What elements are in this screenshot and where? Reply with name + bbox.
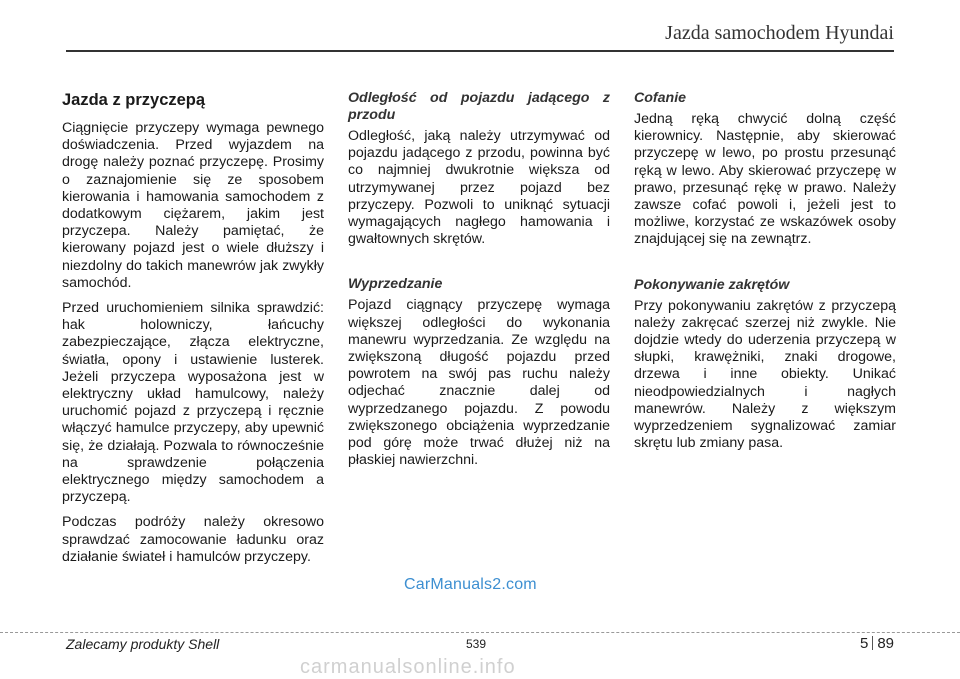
spacer <box>634 257 896 277</box>
footer-note: Zalecamy produkty Shell <box>66 636 220 652</box>
paragraph: Podczas podróży należy okresowo sprawdzać zamocowanie ładunku oraz działanie świateł i hamulców przyczepy. <box>62 514 324 565</box>
paragraph: Ciągnięcie przyczepy wymaga pewnego doświadczenia. Przed wyjazdem na drogę należy poznać przyczepę. Prosimy o zaznajomienie się ze sposobem kierowania i hamowania samochodem z dodatkowym ciężarem, jakim jest przyczepa. Należy pamiętać, że kierowany pojazd jest o wiele dłuższy i niezdolny do takich manewrów jak zwykły samochód. <box>62 120 324 291</box>
footer-rule <box>0 632 960 633</box>
section-heading-towing: Jazda z przyczepą <box>62 91 206 109</box>
section-heading-overtaking: Wyprzedzanie <box>348 276 443 293</box>
page-number: 89 <box>877 635 894 652</box>
paragraph: Odległość, jaką należy utrzymywać od pojazdu jadącego z przodu, powinna być co najmniej dwukrotnie większa od utrzymywanej przez pojazd bez przyczepy. Pozwoli to uniknąć sytuacji wymagających nagłego hamowania i gwałtownych skrętów. <box>348 128 610 248</box>
section-heading-reversing: Cofanie <box>634 90 687 106</box>
footer-page-number <box>860 635 894 652</box>
paragraph: Pojazd ciągnący przyczepę wymaga większej odległości do wykonania manewru wyprzedzania. Ze względu na zwiększoną długość pojazdu przed powrotem na swój pas ruchu należy odjechać znacznie dalej od wyprzedzanego pojazdu. Z powodu zwiększonego obciążenia wyprzedzanie pod górę może trwać dłużej niż na płaskiej nawierzchni. <box>348 297 610 469</box>
section-heading-turning: Pokonywanie zakrętów <box>634 276 790 293</box>
paragraph: Jedną ręką chwycić dolną część kierownicy. Następnie, aby skierować przyczepę w lewo, po prostu przesunąć ręką w lewo. Aby skierować przyczepę w prawo, przesunąć rękę w prawo. Należy zawsze cofać powoli i, jeżeli jest to możliwe, korzystać ze wskazówek osoby znajdującej się na zewnątrz. <box>634 111 896 248</box>
column-3 <box>634 90 896 460</box>
column-2 <box>348 90 610 477</box>
paragraph: Przed uruchomieniem silnika sprawdzić: hak holowniczy, łańcuchy zabezpieczające, złącza elektryczne, światła, opony i ustawienie lusterek. Jeżeli przyczepa wyposażona jest w elektryczny układ hamulcowy, należy uruchomić pojazd z przyczepą i ręcznie włączyć hamulce przyczepy, aby upewnić się, że działają. Pozwala to równocześnie na sprawdzenie połączenia elektrycznego między samochodem a przyczepą. <box>62 300 324 506</box>
page-separator <box>872 636 873 650</box>
paragraph: Przy pokonywaniu zakrętów z przyczepą należy zakręcać szerzej niż zwykle. Nie dojdzie wtedy do uderzenia przyczepą w słupki, krawężniki, znaki drogowe, drzewa i inne obiekty. Unikać nieodpowiedzialnych i nagłych manewrów. Należy z większym wyprzedzeniem sygnalizować zamiar skrętu lub zmiany pasa. <box>634 297 896 452</box>
column-1 <box>62 90 324 574</box>
footer-page-code: 539 <box>466 637 487 651</box>
spacer <box>348 256 610 276</box>
chapter-number: 5 <box>859 635 869 652</box>
header-rule <box>66 50 894 52</box>
section-heading-distance: Odległość od pojazdu jadącego z przodu <box>348 90 610 123</box>
watermark-link[interactable]: CarManuals2.com <box>404 576 537 593</box>
header-title: Jazda samochodem Hyundai <box>665 22 894 44</box>
bottom-watermark: carmanualsonline.info <box>300 656 516 678</box>
